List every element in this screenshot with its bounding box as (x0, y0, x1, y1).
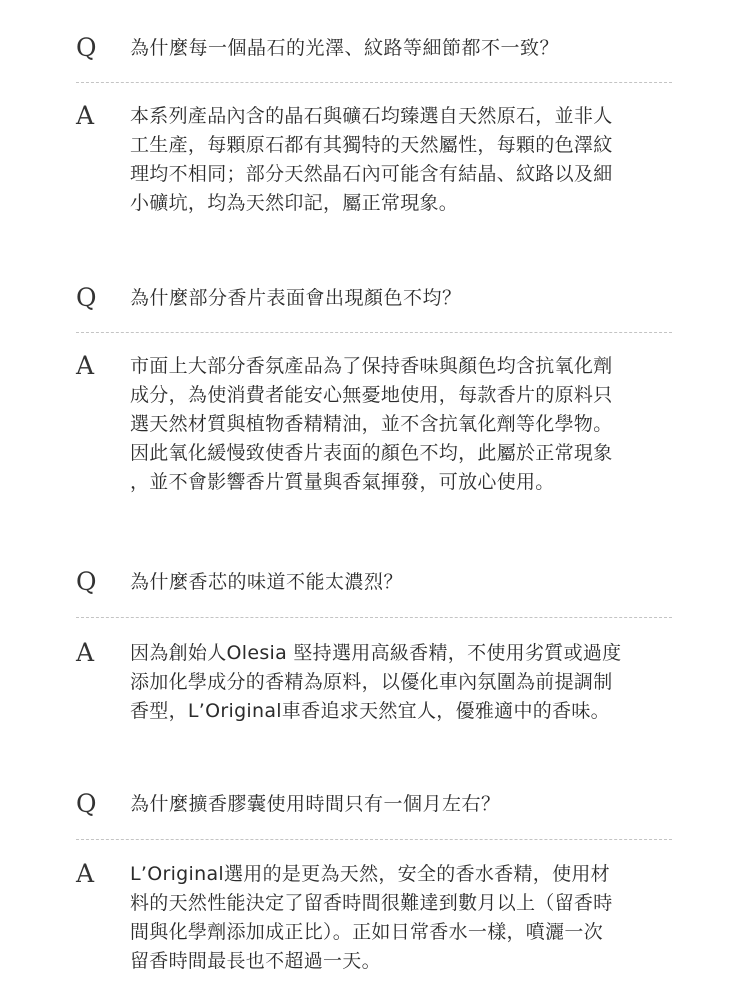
question-text: 為什麼擴香膠囊使用時間只有一個月左右？ (130, 793, 501, 815)
answer-marker: A (76, 101, 95, 130)
answer-line: L’Original選用的是更為天然，安全的香水香精，使用材 (130, 863, 610, 885)
question-marker: Q (76, 567, 97, 596)
answer-line: 成分，為使消費者能安心無憂地使用，每款香片的原料只 (130, 384, 613, 406)
answer-text (130, 860, 665, 976)
answer-line: 理均不相同；部分天然晶石內可能含有結晶、紋路以及細 (130, 163, 613, 185)
answer-line: 本系列產品內含的晶石與礦石均臻選自天然原石，並非人 (130, 105, 613, 127)
question-marker: Q (76, 33, 97, 62)
question-row (0, 282, 751, 318)
answer-line: ，並不會影響香片質量與香氣揮發，可放心使用。 (130, 471, 555, 493)
dashed-divider (76, 82, 672, 83)
dashed-divider (76, 839, 672, 840)
answer-text (130, 102, 665, 218)
question-row (0, 788, 751, 824)
dashed-divider (76, 332, 672, 333)
answer-line: 間與化學劑添加成正比）。正如日常香水一樣，噴灑一次 (130, 921, 604, 943)
answer-line: 市面上大部分香氛產品為了保持香味與顏色均含抗氧化劑 (130, 355, 613, 377)
answer-marker: A (76, 638, 95, 667)
question-text: 為什麼香芯的味道不能太濃烈？ (130, 571, 404, 593)
question-row (0, 32, 751, 68)
question-row (0, 566, 751, 602)
question-text: 為什麼部分香片表面會出現顏色不均？ (130, 287, 462, 309)
answer-marker: A (76, 859, 95, 888)
answer-line: 選天然材質與植物香精精油，並不含抗氧化劑等化學物。 (130, 413, 613, 435)
answer-line: 因為創始人Olesia 堅持選用高級香精，不使用劣質或過度 (130, 642, 622, 664)
answer-line: 添加化學成分的香精為原料，以優化車內氛圍為前提調制 (130, 671, 613, 693)
answer-marker: A (76, 351, 95, 380)
answer-text (130, 639, 665, 726)
question-text: 為什麼每一個晶石的光澤、紋路等細節都不一致？ (130, 37, 560, 59)
question-marker: Q (76, 283, 97, 312)
answer-text (130, 352, 665, 497)
answer-line: 工生產，每顆原石都有其獨特的天然屬性，每顆的色澤紋 (130, 134, 613, 156)
answer-line: 因此氧化緩慢致使香片表面的顏色不均，此屬於正常現象 (130, 442, 613, 464)
dashed-divider (76, 617, 672, 618)
answer-line: 小礦坑，均為天然印記，屬正常現象。 (130, 192, 459, 214)
question-marker: Q (76, 789, 97, 818)
answer-line: 料的天然性能決定了留香時間很難達到數月以上（留香時 (130, 892, 613, 914)
answer-line: 留香時間最長也不超過一天。 (130, 950, 381, 972)
answer-line: 香型，L’Original車香追求天然宜人，優雅適中的香味。 (130, 700, 610, 722)
